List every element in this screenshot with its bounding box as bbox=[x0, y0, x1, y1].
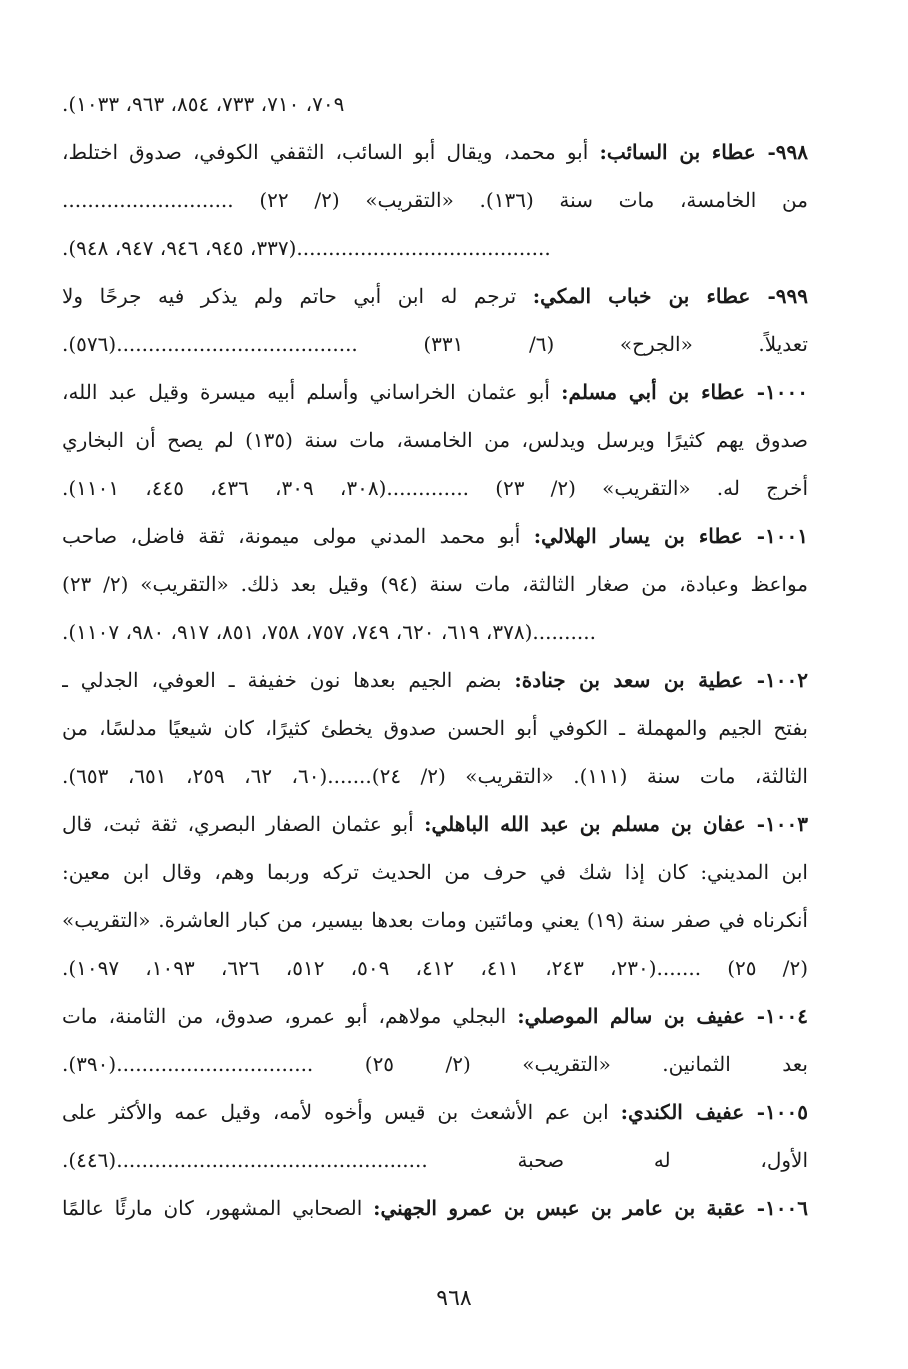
text-line bbox=[62, 752, 808, 800]
text-line bbox=[62, 464, 808, 512]
entry-heading: ١٠٠١- عطاء بن يسار الهلالي: bbox=[533, 524, 808, 548]
entry-line-1005 bbox=[62, 1088, 808, 1136]
text-line bbox=[62, 704, 808, 752]
entry-heading: ١٠٠٤- عفيف بن سالم الموصلي: bbox=[517, 1004, 808, 1028]
line-text: ابن عم الأشعث بن قيس وأخوه لأمه، وقيل عمه والأكثر على bbox=[62, 1100, 621, 1124]
line-text: الأول، له صحبة .................................................(٤٤٦). bbox=[62, 1148, 808, 1172]
entry-heading: ٩٩٨- عطاء بن السائب: bbox=[599, 140, 808, 164]
line-text: الصحابي المشهور، كان مارئًا عالمًا bbox=[62, 1196, 374, 1220]
line-text: أخرج له. «التقريب» (٢/ ٢٣) .............(٣٠٨، ٣٠٩، ٤٣٦، ٤٤٥، ١١٠١). bbox=[62, 476, 808, 500]
line-text: صدوق يهم كثيرًا ويرسل ويدلس، من الخامسة، مات سنة (١٣٥) لم يصح أن البخاري bbox=[62, 428, 808, 452]
entry-heading: ١٠٠٦- عقبة بن عامر بن عبس بن عمرو الجهني: bbox=[373, 1196, 808, 1220]
text-line bbox=[62, 848, 808, 896]
line-text: ..........(٣٧٨، ٦١٩، ٦٢٠، ٧٤٩، ٧٥٧، ٧٥٨، ٨٥١، ٩١٧، ٩٨٠، ١١٠٧). bbox=[62, 620, 596, 644]
text-line bbox=[62, 896, 808, 944]
text-line bbox=[62, 944, 808, 992]
page-number: ٩٦٨ bbox=[436, 1286, 472, 1311]
entry-line-1006 bbox=[62, 1184, 808, 1232]
entry-heading: ١٠٠٥- عفيف الكندي: bbox=[620, 1100, 808, 1124]
line-text: أنكرناه في صفر سنة (١٩) يعني ومائتين ومات بعدها بيسير، من كبار العاشرة. «التقريب» bbox=[62, 908, 808, 932]
line-text: أبو عثمان الصفار البصري، ثقة ثبت، قال bbox=[62, 812, 425, 836]
entry-line-1000 bbox=[62, 368, 808, 416]
entry-heading: ١٠٠٣- عفان بن مسلم بن عبد الله الباهلي: bbox=[424, 812, 808, 836]
line-text: ابن المديني: كان إذا شك في حرف من الحديث تركه وربما وهم، وقال ابن معين: bbox=[62, 860, 808, 884]
line-text: (٢/ ٢٥) .......(٢٣٠، ٢٤٣، ٤١١، ٤١٢، ٥٠٩، ٥١٢، ٦٢٦، ١٠٩٣، ١٠٩٧). bbox=[62, 956, 808, 980]
line-text: من الخامسة، مات سنة (١٣٦). «التقريب» (٢/ ٢٢) ........................... bbox=[62, 188, 808, 212]
line-text: ٧٠٩، ٧١٠، ٧٣٣، ٨٥٤، ٩٦٣، ١٠٣٣). bbox=[62, 92, 345, 116]
line-text: بعد الثمانين. «التقريب» (٢/ ٢٥) ...............................(٣٩٠). bbox=[62, 1052, 808, 1076]
entry-line-998 bbox=[62, 128, 808, 176]
entry-heading: ١٠٠٢- عطية بن سعد بن جنادة: bbox=[514, 668, 808, 692]
line-text: البجلي مولاهم، أبو عمرو، صدوق، من الثامنة، مات bbox=[62, 1004, 518, 1028]
line-text: ترجم له ابن أبي حاتم ولم يذكر فيه جرحًا ولا bbox=[62, 284, 533, 308]
text-line bbox=[62, 176, 808, 224]
text-line bbox=[62, 560, 808, 608]
text-line bbox=[62, 224, 808, 272]
entry-heading: ٩٩٩- عطاء بن خباب المكي: bbox=[532, 284, 808, 308]
text-line bbox=[62, 608, 808, 656]
text-line bbox=[62, 80, 808, 128]
entry-line-1003 bbox=[62, 800, 808, 848]
entry-line-1002 bbox=[62, 656, 808, 704]
line-text: بضم الجيم بعدها نون خفيفة ـ العوفي، الجدلي ـ bbox=[62, 668, 515, 692]
entry-line-1001 bbox=[62, 512, 808, 560]
entry-line-999 bbox=[62, 272, 808, 320]
line-text: أبو عثمان الخراساني وأسلم أبيه ميسرة وقيل عبد الله، bbox=[62, 380, 562, 404]
line-text: أبو محمد، ويقال أبو السائب، الثقفي الكوفي، صدوق اختلط، bbox=[62, 140, 600, 164]
line-text: ........................................(٣٣٧، ٩٤٥، ٩٤٦، ٩٤٧، ٩٤٨). bbox=[62, 236, 551, 260]
entry-line-1004 bbox=[62, 992, 808, 1040]
text-line bbox=[62, 320, 808, 368]
text-line bbox=[62, 1136, 808, 1184]
page-body bbox=[62, 80, 808, 1232]
text-line bbox=[62, 416, 808, 464]
line-text: الثالثة، مات سنة (١١١). «التقريب» (٢/ ٢٤).......(٦٠، ٦٢، ٢٥٩، ٦٥١، ٦٥٣). bbox=[62, 764, 808, 788]
line-text: مواعظ وعبادة، من صغار الثالثة، مات سنة (٩٤) وقيل بعد ذلك. «التقريب» (٢/ ٢٣) bbox=[62, 572, 808, 596]
line-text: أبو محمد المدني مولى ميمونة، ثقة فاضل، صاحب bbox=[62, 524, 534, 548]
text-line bbox=[62, 1040, 808, 1088]
line-text: تعديلاً. «الجرح» (٦/ ٣٣١) ......................................(٥٧٦). bbox=[62, 332, 808, 356]
line-text: بفتح الجيم والمهملة ـ الكوفي أبو الحسن صدوق يخطئ كثيرًا، كان شيعيًا مدلسًا، من bbox=[62, 716, 808, 740]
entry-heading: ١٠٠٠- عطاء بن أبي مسلم: bbox=[561, 380, 808, 404]
